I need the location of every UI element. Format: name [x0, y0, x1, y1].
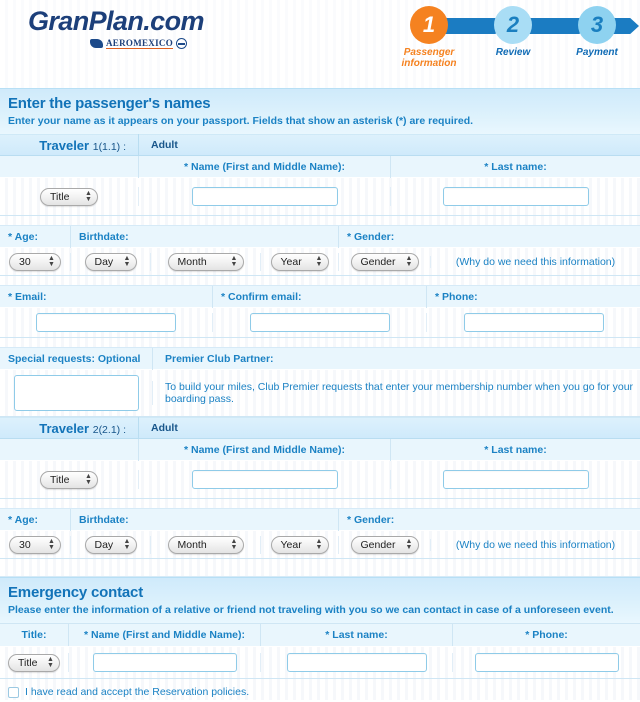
- emergency-name-input[interactable]: [93, 653, 237, 672]
- traveler-1-ref: (1.1) :: [98, 140, 126, 153]
- traveler-1-confirm-email-input[interactable]: [250, 313, 390, 332]
- emergency-fields: [0, 647, 640, 679]
- traveler-2-lastname-cell: [390, 470, 640, 489]
- traveler-2-age-select[interactable]: [9, 536, 61, 554]
- traveler-2-year-value: Year: [280, 538, 302, 551]
- traveler-2-year-cell: [260, 536, 338, 554]
- traveler-1-lastname-cell: [390, 187, 640, 206]
- emergency-phone-input[interactable]: [475, 653, 619, 672]
- accept-policies-checkbox[interactable]: [8, 687, 19, 698]
- logo-name: GranPlan: [28, 6, 144, 36]
- stepper-arrows-icon: ▲ ▼: [405, 254, 413, 268]
- traveler-1-index: 1: [92, 140, 99, 153]
- emergency-lastname-cell: [260, 653, 452, 672]
- traveler-2-name-label: * Name (First and Middle Name):: [138, 439, 390, 461]
- traveler-1-day-select[interactable]: [85, 253, 137, 271]
- emergency-title-value: Title: [18, 656, 38, 669]
- traveler-1-year-value: Year: [280, 255, 302, 268]
- traveler-1-email-input[interactable]: [36, 313, 176, 332]
- traveler-1-why-cell: [430, 256, 640, 268]
- spacer-2: [0, 276, 640, 286]
- step-1-label: [393, 47, 465, 69]
- traveler-2-name-labels: [0, 439, 640, 461]
- traveler-2-title-select[interactable]: [40, 471, 98, 489]
- aeromexico-eagle-icon: [90, 39, 103, 48]
- step-2-number: 2: [494, 6, 532, 44]
- traveler-2-month-value: Month: [177, 538, 207, 551]
- stepper-arrows-icon: ▲ ▼: [48, 254, 55, 268]
- reservation-policies-link[interactable]: Reservation policies.: [152, 686, 250, 698]
- stepper-arrows-icon: ▲ ▼: [48, 537, 55, 551]
- why-info-link[interactable]: (Why do we need this information): [455, 538, 616, 551]
- traveler-2-demographics-labels: [0, 509, 640, 531]
- traveler-2-age-label: * Age:: [8, 513, 38, 526]
- stepper-arrows-icon: ▲ ▼: [85, 472, 92, 486]
- stepper-arrows-icon: ▲ ▼: [230, 254, 238, 268]
- stepper-arrows-icon: ▲ ▼: [315, 254, 323, 268]
- emergency-phone-label: * Phone:: [452, 624, 640, 646]
- spacer-1: [0, 216, 640, 226]
- traveler-2-gender-cell: [338, 536, 430, 554]
- premier-note-cell: [152, 381, 640, 405]
- traveler-1-age-cell: [0, 253, 70, 271]
- aeromexico-text: AEROMEXICO: [106, 38, 174, 48]
- passenger-section-title: Enter the passenger's names: [8, 95, 211, 112]
- step-1-label-line1: Passenger: [403, 47, 455, 58]
- traveler-2-lastname-label: * Last name:: [390, 439, 640, 461]
- traveler-1-month-value: Month: [177, 255, 207, 268]
- traveler-1-email-cell: [0, 313, 212, 332]
- traveler-2-why-cell: [430, 539, 640, 551]
- traveler-1-year-cell: [260, 253, 338, 271]
- traveler-1-contact-fields: [0, 308, 640, 338]
- spacer-3: [0, 338, 640, 348]
- traveler-1-name-fields: [0, 178, 640, 216]
- aeromexico-logo: [90, 38, 204, 49]
- traveler-2-day-cell: [70, 536, 150, 554]
- step-1-number: 1: [410, 6, 448, 44]
- traveler-2-birthdate-label: Birthdate:: [70, 509, 338, 531]
- step-2-label: Review: [495, 47, 531, 58]
- traveler-2-day-select[interactable]: [85, 536, 137, 554]
- traveler-1-gender-cell: [338, 253, 430, 271]
- stepper-arrows-icon: ▲ ▼: [230, 537, 238, 551]
- stepper-arrows-icon: ▲ ▼: [405, 537, 413, 551]
- traveler-1-extra-fields: [0, 370, 640, 417]
- traveler-2-name-input[interactable]: [192, 470, 338, 489]
- traveler-2-year-select[interactable]: [271, 536, 329, 554]
- traveler-1-month-cell: [150, 253, 260, 271]
- special-requests-label: Special requests: Optional: [8, 352, 141, 365]
- traveler-1-month-select[interactable]: [168, 253, 244, 271]
- stepper-arrows-icon: ▲ ▼: [85, 189, 92, 203]
- traveler-1-phone-input[interactable]: [464, 313, 604, 332]
- traveler-1-email-label: * Email:: [8, 290, 47, 303]
- traveler-1-title-label: [0, 156, 138, 178]
- emergency-labels: [0, 623, 640, 647]
- accept-policies-row: [0, 679, 640, 700]
- logo-wordmark: [28, 8, 204, 35]
- traveler-1-title-cell: [0, 188, 138, 206]
- traveler-2-age-cell: [0, 536, 70, 554]
- step-3-label: Payment: [576, 47, 618, 58]
- traveler-1-name-labels: [0, 156, 640, 178]
- traveler-1-day-cell: [70, 253, 150, 271]
- step-3-number: 3: [578, 6, 616, 44]
- skyteam-globe-icon: [176, 38, 187, 49]
- emergency-title-select[interactable]: [8, 654, 60, 672]
- premier-club-label: Premier Club Partner:: [152, 348, 640, 370]
- traveler-1-gender-label: * Gender:: [338, 226, 640, 248]
- traveler-2-name-cell: [138, 470, 390, 489]
- traveler-2-name-fields: [0, 461, 640, 499]
- traveler-1-confirm-email-cell: [212, 313, 426, 332]
- traveler-2-type: Adult: [138, 417, 178, 439]
- traveler-2-title-cell: [0, 471, 138, 489]
- traveler-2-gender-value: Gender: [360, 538, 396, 551]
- traveler-1-word: Traveler: [39, 137, 90, 153]
- emergency-name-cell: [68, 653, 260, 672]
- traveler-1-extra-labels: [0, 348, 640, 370]
- emergency-title-cell: [0, 654, 68, 672]
- spacer-5: [0, 559, 640, 577]
- traveler-2-day-value: Day: [94, 538, 114, 551]
- traveler-2-month-cell: [150, 536, 260, 554]
- accept-policies-label: I have read and accept the: [25, 686, 150, 698]
- step-1-label-line2: information: [401, 58, 457, 69]
- traveler-1-contact-labels: [0, 286, 640, 308]
- traveler-2-lastname-input[interactable]: [443, 470, 589, 489]
- traveler-1-title-value: Title: [50, 190, 70, 203]
- traveler-2-bar: [0, 417, 640, 439]
- stepper-arrows-icon: ▲ ▼: [123, 537, 131, 551]
- traveler-2-label: [0, 421, 138, 436]
- traveler-1-age-label: * Age:: [8, 230, 38, 243]
- traveler-2-index: 2: [92, 423, 99, 436]
- site-logo[interactable]: [28, 8, 204, 49]
- passenger-section-header: [0, 88, 640, 134]
- traveler-2-age-value: 30: [19, 538, 31, 551]
- traveler-1-phone-cell: [426, 313, 640, 332]
- emergency-section-subtitle: Please enter the information of a relative or friend not traveling with you so we can contact in case of a unforeseen event.: [8, 604, 614, 616]
- emergency-lastname-input[interactable]: [287, 653, 427, 672]
- traveler-1-lastname-label: * Last name:: [390, 156, 640, 178]
- traveler-1-year-select[interactable]: [271, 253, 329, 271]
- traveler-1-birthdate-label: Birthdate:: [70, 226, 338, 248]
- emergency-section-header: [0, 577, 640, 623]
- traveler-1-age-select[interactable]: [9, 253, 61, 271]
- emergency-title-label: Title:: [21, 629, 47, 641]
- traveler-2-gender-label: * Gender:: [338, 509, 640, 531]
- stepper-arrows-icon: ▲ ▼: [123, 254, 131, 268]
- traveler-1-name-cell: [138, 187, 390, 206]
- traveler-2-title-label: [0, 439, 138, 461]
- site-header: [0, 0, 640, 88]
- traveler-1-age-value: 30: [19, 255, 31, 268]
- traveler-2-gender-select[interactable]: [351, 536, 419, 554]
- traveler-1-type: Adult: [138, 134, 178, 156]
- stepper-arrows-icon: ▲ ▼: [315, 537, 323, 551]
- special-requests-cell: [0, 375, 152, 411]
- step-passenger-information[interactable]: [393, 6, 465, 69]
- traveler-1-name-label: * Name (First and Middle Name):: [138, 156, 390, 178]
- premier-club-note: To build your miles, Club Premier requests that enter your membership number when you go for your boarding pass.: [165, 381, 634, 405]
- traveler-1-label: [0, 138, 138, 153]
- traveler-1-phone-label: * Phone:: [426, 286, 640, 308]
- emergency-phone-cell: [452, 653, 640, 672]
- traveler-2-ref: (2.1) :: [98, 423, 126, 436]
- traveler-1-gender-value: Gender: [360, 255, 396, 268]
- traveler-1-demographics-fields: [0, 248, 640, 276]
- why-info-link[interactable]: (Why do we need this information): [455, 255, 616, 268]
- emergency-lastname-label: * Last name:: [260, 624, 452, 646]
- traveler-2-demographics-fields: [0, 531, 640, 559]
- traveler-1-gender-select[interactable]: [351, 253, 419, 271]
- logo-tld: .com: [143, 6, 204, 36]
- passenger-section-subtitle: Enter your name as it appears on your passport. Fields that show an asterisk (*) are required.: [8, 115, 474, 127]
- traveler-1-confirm-email-label: * Confirm email:: [212, 286, 426, 308]
- traveler-2-month-select[interactable]: [168, 536, 244, 554]
- traveler-1-title-select[interactable]: [40, 188, 98, 206]
- traveler-1-day-value: Day: [94, 255, 114, 268]
- traveler-2-word: Traveler: [39, 420, 90, 436]
- traveler-1-demographics-labels: [0, 226, 640, 248]
- traveler-1-name-input[interactable]: [192, 187, 338, 206]
- accept-policies-text: [25, 686, 249, 698]
- spacer-4: [0, 499, 640, 509]
- progress-steps: [393, 6, 628, 82]
- special-requests-textarea[interactable]: [14, 375, 139, 411]
- traveler-1-lastname-input[interactable]: [443, 187, 589, 206]
- traveler-2-title-value: Title: [50, 473, 70, 486]
- traveler-1-bar: [0, 134, 640, 156]
- stepper-arrows-icon: ▲ ▼: [47, 655, 54, 669]
- emergency-section-title: Emergency contact: [8, 584, 143, 601]
- emergency-name-label: * Name (First and Middle Name):: [68, 624, 260, 646]
